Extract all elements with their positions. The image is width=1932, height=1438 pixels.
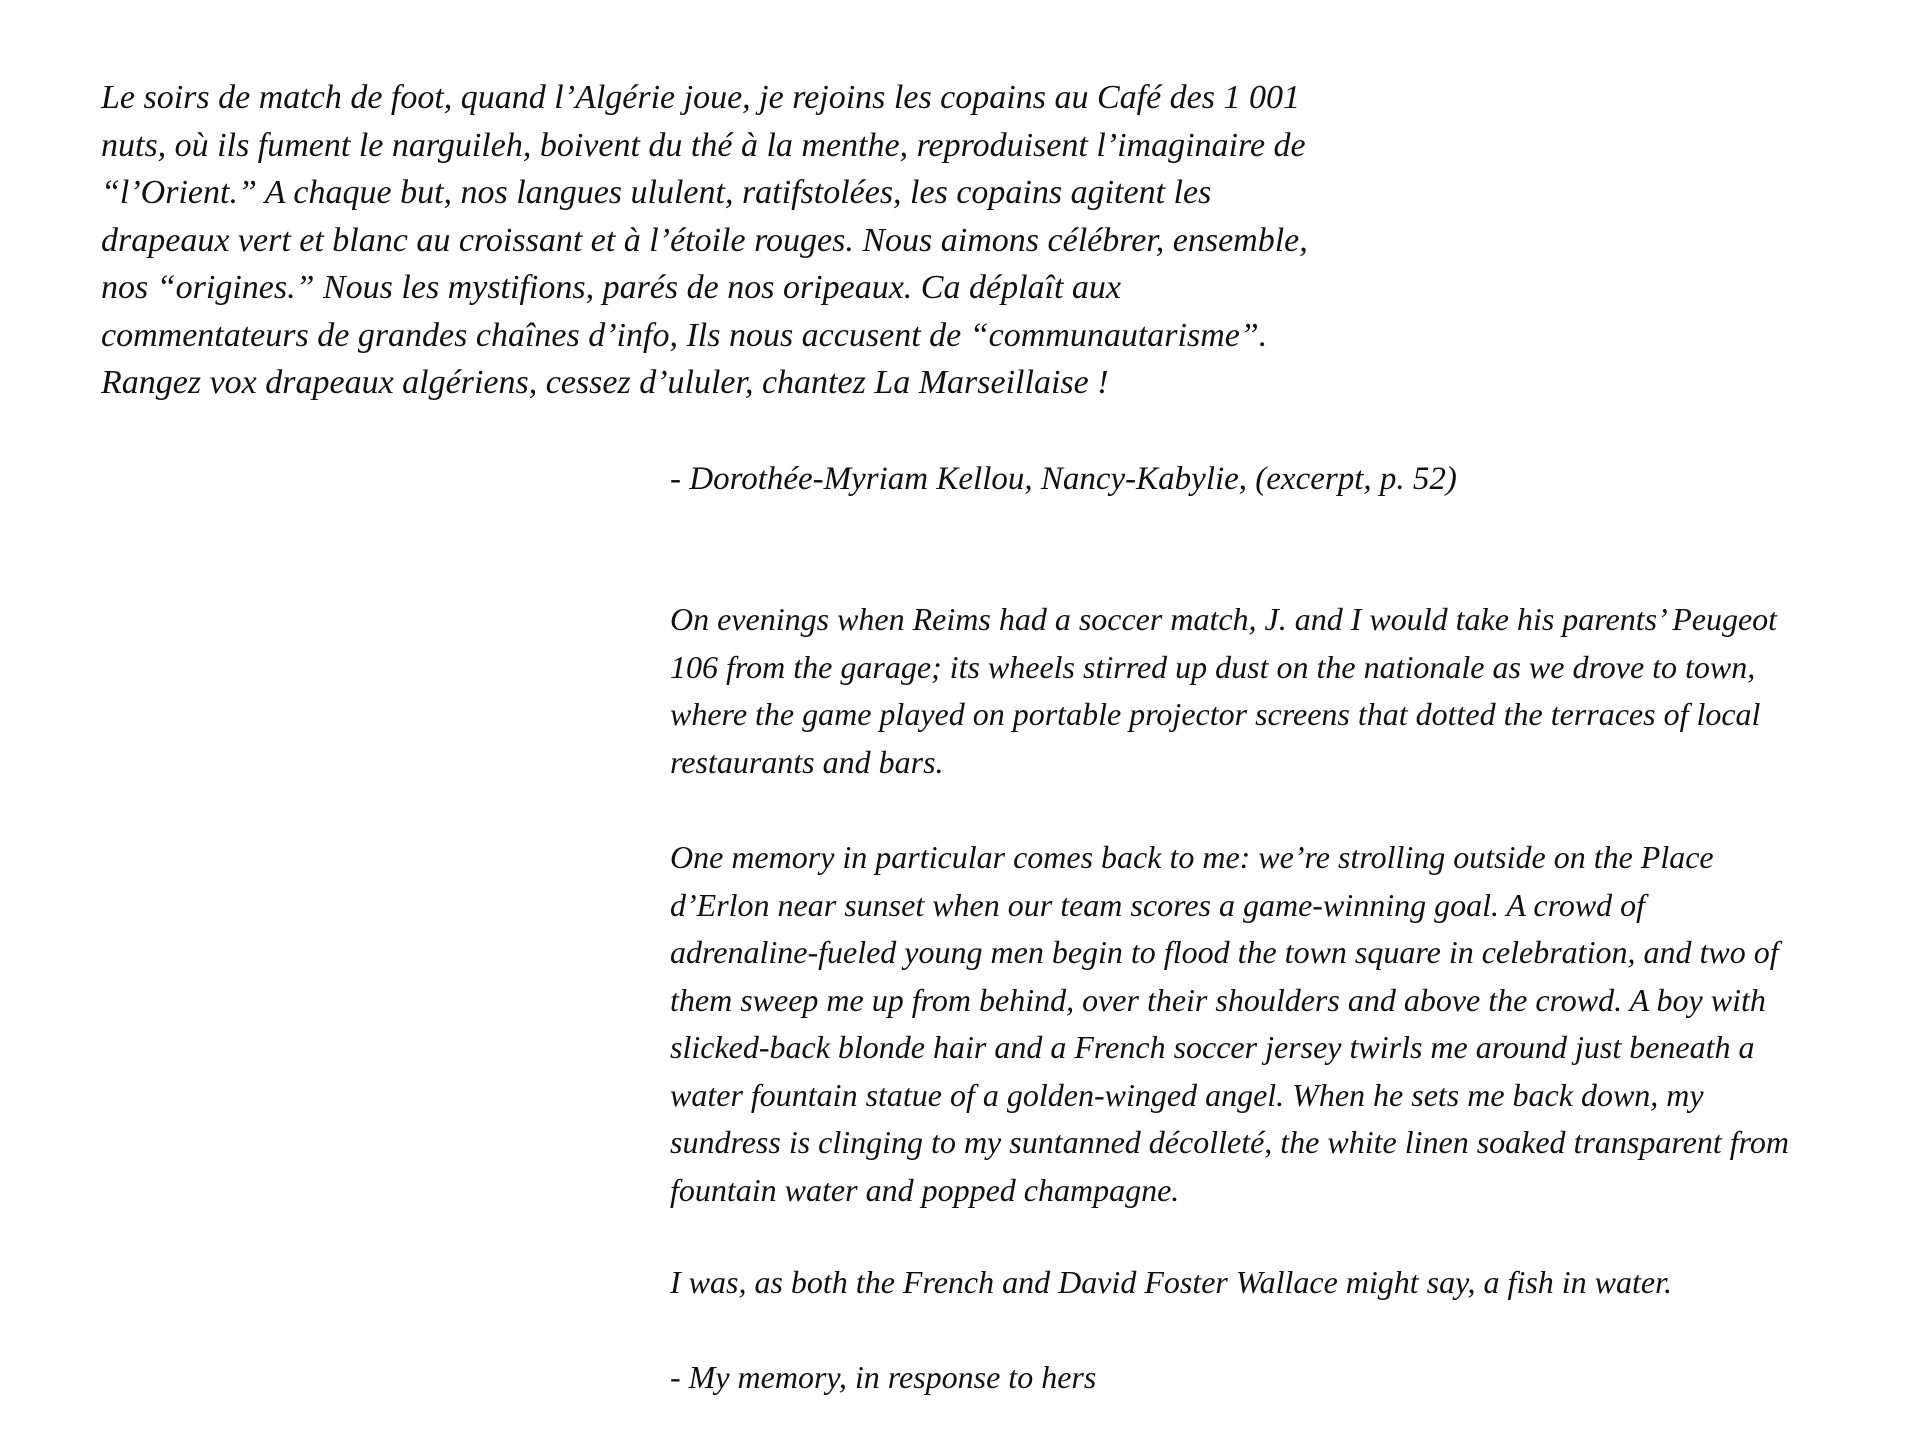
text-line: “l’Orient.” A chaque but, nos langues ululent, ratifstolées, les copains agitent les bbox=[101, 174, 1212, 211]
english-attribution: - My memory, in response to hers bbox=[670, 1359, 1097, 1395]
text-line: adrenaline-fueled young men begin to flood the town square in celebration, and two of bbox=[670, 934, 1779, 970]
text-line: sundress is clinging to my suntanned décolleté, the white linen soaked transparent from bbox=[670, 1124, 1789, 1160]
text-line: slicked-back blonde hair and a French soccer jersey twirls me around just beneath a bbox=[670, 1029, 1755, 1065]
text-line: Le soirs de match de foot, quand l’Algérie joue, je rejoins les copains au Café des 1 001 bbox=[101, 79, 1300, 116]
text-line: drapeaux vert et blanc au croissant et à l’étoile rouges. Nous aimons célébrer, ensemble, bbox=[101, 221, 1308, 259]
text-line: d’Erlon near sunset when our team scores a game-winning goal. A crowd of bbox=[670, 886, 1646, 923]
text-line: Rangez vox drapeaux algériens, cessez d’ululer, chantez La Marseillaise ! bbox=[101, 364, 1109, 401]
text-line: On evenings when Reims had a soccer match, J. and I would take his parents’ Peugeot bbox=[670, 601, 1778, 637]
text-line: nos “origines.” Nous les mystifions, parés de nos oripeaux. Ca déplaît aux bbox=[101, 269, 1121, 306]
text-line: One memory in particular comes back to me: we’re strolling outside on the Place bbox=[670, 839, 1714, 875]
french-excerpt bbox=[101, 74, 1401, 407]
text-line: restaurants and bars. bbox=[670, 743, 944, 780]
english-paragraph-2 bbox=[670, 834, 1910, 1214]
text-line: them sweep me up from behind, over their shoulders and above the crowd. A boy with bbox=[670, 981, 1766, 1018]
english-paragraph-1 bbox=[670, 596, 1910, 786]
text-line: fountain water and popped champagne. bbox=[670, 1171, 1180, 1208]
text-line: 106 from the garage; its wheels stirred up dust on the nationale as we drove to town, bbox=[670, 648, 1756, 685]
english-paragraph-3: I was, as both the French and David Foster Wallace might say, a fish in water. bbox=[670, 1264, 1673, 1300]
text-line: commentateurs de grandes chaînes d’info, Ils nous accusent de “communautarisme”. bbox=[101, 316, 1268, 354]
text-line: where the game played on portable projector screens that dotted the terraces of local bbox=[670, 696, 1761, 732]
text-line: water fountain statue of a golden-winged angel. When he sets me back down, my bbox=[670, 1076, 1704, 1113]
french-attribution: - Dorothée-Myriam Kellou, Nancy-Kabylie, (excerpt, p. 52) bbox=[670, 461, 1457, 497]
text-line: nuts, où ils fument le narguileh, boivent du thé à la menthe, reproduisent l’imaginaire de bbox=[101, 126, 1306, 164]
